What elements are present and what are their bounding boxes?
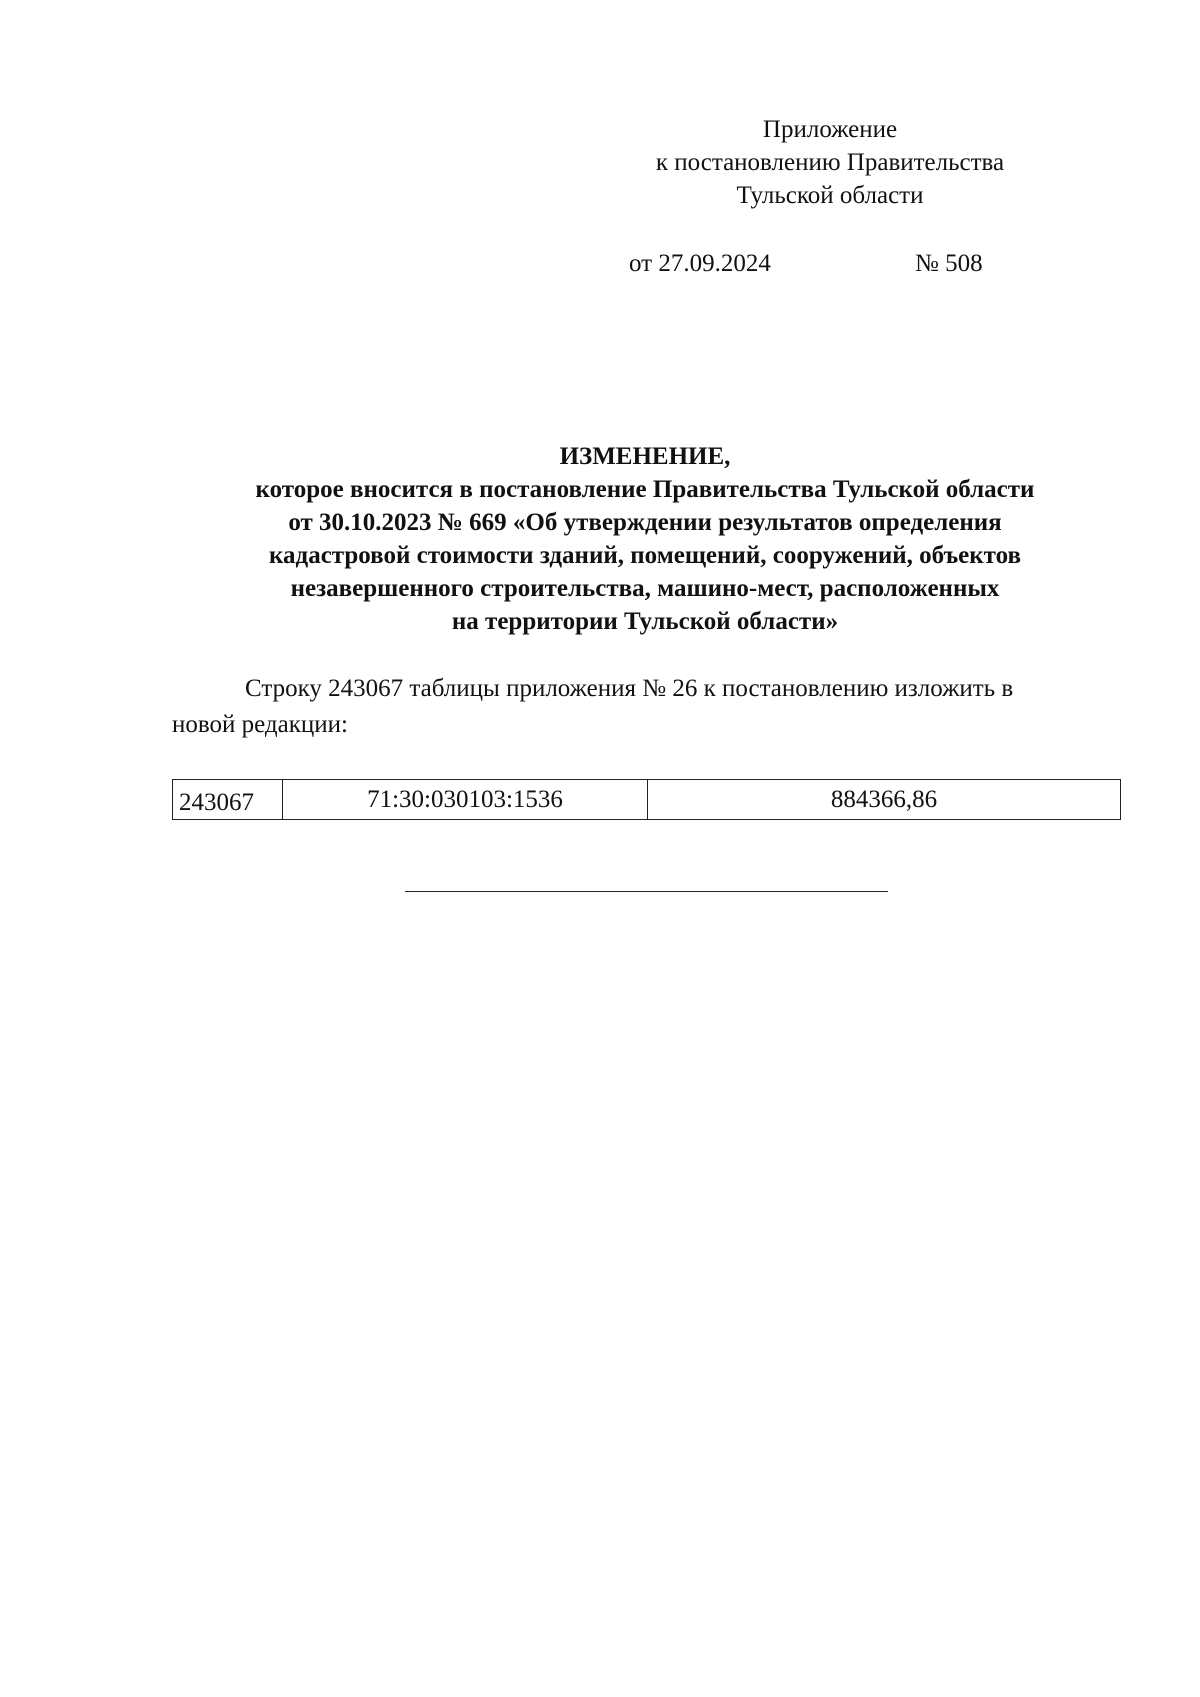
document-title: [150, 440, 1140, 638]
title-line: на территории Тульской области»: [451, 608, 839, 635]
body-line: Строку 243067 таблицы приложения № 26 к постановлению изложить в: [245, 675, 1014, 702]
cadastral-number-cell: 71:30:030103:1536: [283, 780, 648, 820]
change-table: [172, 779, 1121, 820]
title-line: которое вносится в постановление Правительства Тульской области: [255, 476, 1035, 503]
row-number-cell: 243067: [173, 780, 283, 820]
title-line: незавершенного строительства, машино-мест, расположенных: [290, 575, 1000, 602]
table-row: [173, 780, 1121, 820]
title-line: кадастровой стоимости зданий, помещений, сооружений, объектов: [269, 542, 1021, 569]
decree-date: от 27.09.2024: [629, 250, 771, 277]
title-line: ИЗМЕНЕНИЕ,: [559, 443, 731, 470]
body-paragraph: [172, 671, 1122, 743]
title-line: от 30.10.2023 № 669 «Об утверждении результатов определения: [288, 509, 1002, 536]
cadastral-value-cell: 884366,86: [648, 780, 1121, 820]
decree-number: № 508: [915, 250, 983, 277]
appendix-region: Тульской области: [736, 182, 924, 209]
closing-divider: [405, 891, 888, 892]
appendix-header: [610, 113, 1050, 212]
appendix-decree-ref: к постановлению Правительства: [655, 149, 1005, 176]
body-line: новой редакции:: [172, 711, 348, 738]
appendix-label: Приложение: [762, 116, 898, 143]
